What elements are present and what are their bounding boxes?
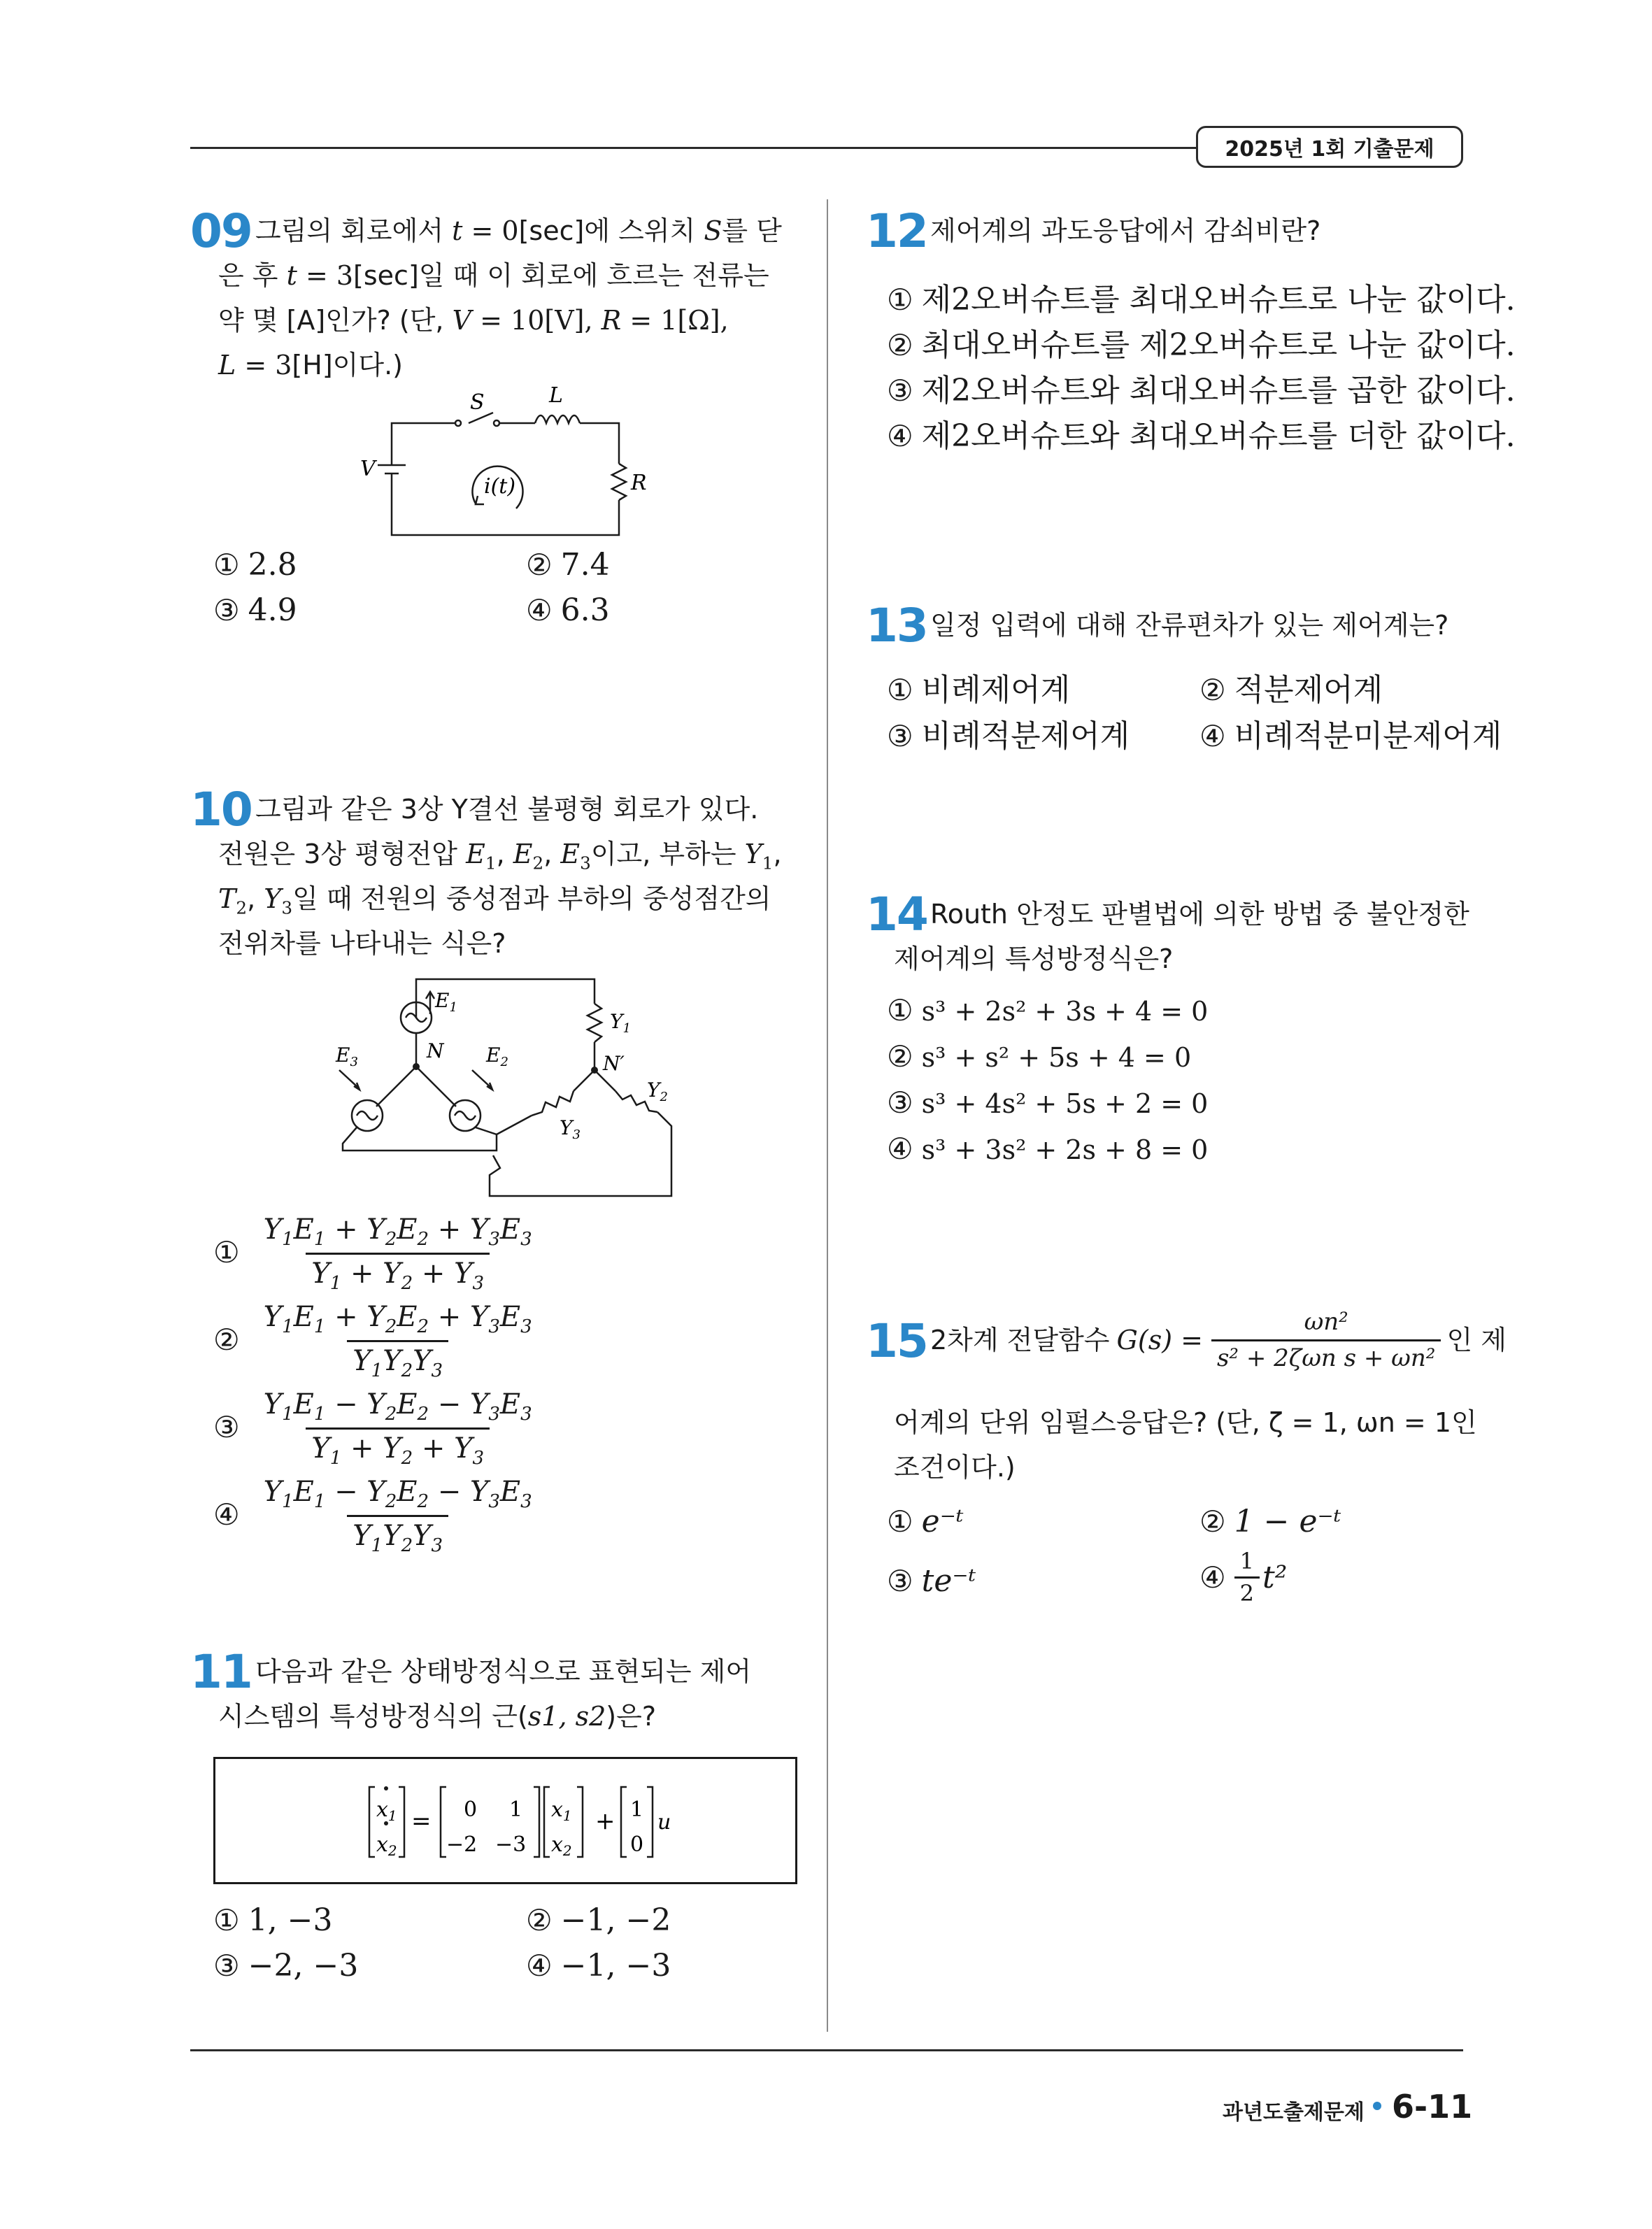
state-equation	[215, 1759, 799, 1886]
q10-option-2[interactable]: ② $\frac{Y_1E_1 + Y_2E_2 + Y_3E_3}{Y_1Y_2Y_3}$	[213, 1301, 532, 1381]
footer-section-label: 과년도출제문제	[1223, 2100, 1365, 2125]
svg-text:=: =	[411, 1807, 432, 1835]
svg-text:+: +	[595, 1807, 615, 1835]
svg-text:1: 1	[509, 1797, 523, 1822]
q14-option-2[interactable]: ② s³ + s² + 5s + 4 = 0	[887, 1039, 1192, 1074]
question-number-15: 15	[866, 1314, 927, 1368]
svg-text:0: 0	[630, 1832, 644, 1857]
rl-circuit-diagram	[357, 381, 650, 542]
question-10-text-4: 전위차를 나타내는 식은?	[218, 928, 506, 959]
q12-option-2[interactable]: ② 최대오버슈트를 제2오버슈트로 나눈 값이다.	[887, 327, 1516, 363]
q09-option-3[interactable]: ③ 4.9	[213, 592, 297, 628]
state-equation-box	[213, 1757, 797, 1884]
q15-option-4[interactable]: ④ $\frac{1}{2}$ t²	[1199, 1548, 1288, 1607]
question-number-11: 11	[190, 1645, 252, 1699]
e3-label: $E_3$	[336, 1044, 358, 1069]
question-number-14: 14	[866, 888, 927, 941]
resistor-zigzag	[612, 464, 626, 500]
transfer-function-fraction: $\frac{\text{ωn²}}{\text{s² + 2ζωn s + ωn²}}$	[1211, 1308, 1441, 1373]
svg-text:−3: −3	[495, 1832, 527, 1857]
node-nprime-label: N′	[603, 1052, 625, 1075]
question-number-09: 09	[190, 204, 252, 258]
three-phase-y-circuit	[329, 972, 692, 1213]
load-y1	[588, 1004, 601, 1042]
q09-option-2[interactable]: ② 7.4	[526, 547, 610, 583]
page-number: 6-11	[1392, 2088, 1473, 2125]
voltage-label: V	[360, 457, 376, 481]
q13-option-4[interactable]: ④ 비례적분미분제어계	[1199, 718, 1502, 754]
q12-option-1[interactable]: ① 제2오버슈트를 최대오버슈트로 나눈 값이다.	[887, 282, 1516, 318]
question-12-text: 제어계의 과도응답에서 감쇠비란?	[930, 215, 1321, 246]
q14-option-3[interactable]: ③ s³ + 4s² + 5s + 2 = 0	[887, 1085, 1209, 1120]
question-10-text-1: 그림과 같은 3상 Y결선 불평형 회로가 있다.	[255, 794, 759, 825]
q13-option-1[interactable]: ① 비례제어계	[887, 672, 1071, 708]
question-number-10: 10	[190, 783, 252, 836]
y2-label: $Y_2$	[647, 1078, 668, 1104]
question-number-12: 12	[866, 204, 927, 258]
column-divider	[827, 199, 828, 2032]
resistor-label: R	[631, 471, 647, 495]
q11-option-1[interactable]: ① 1, −3	[213, 1902, 333, 1938]
svg-text:x2: $x_2$	[376, 1832, 397, 1859]
q09-option-4[interactable]: ④ 6.3	[526, 592, 610, 628]
question-09-text: 그림의 회로에서 t = 0[sec]에 스위치 S를 닫	[255, 215, 782, 246]
question-09-text-4: L = 3[H]이다.)	[218, 350, 403, 380]
svg-text:−2: −2	[446, 1832, 478, 1857]
svg-text:1: 1	[630, 1797, 644, 1822]
question-number-13: 13	[866, 599, 927, 653]
current-label: i(t)	[484, 474, 516, 499]
y1-label: $Y_1$	[610, 1010, 631, 1036]
question-11-text-2: 시스템의 특성방정식의 근(s1, s2)은?	[218, 1701, 656, 1732]
question-14-text-1: Routh 안정도 판별법에 의한 방법 중 불안정한	[930, 899, 1469, 930]
svg-text:0: 0	[464, 1797, 478, 1822]
question-10-text-2: 전원은 3상 평형전압 $E_1$, $E_2$, $E_3$이고, 부하는 $Y_1$,	[218, 839, 782, 874]
question-15-text-3: 조건이다.)	[894, 1452, 1016, 1483]
q10-option-1[interactable]: ① $\frac{Y_1E_1 + Y_2E_2 + Y_3E_3}{Y_1 + Y_2 + Y_3}$	[213, 1213, 532, 1294]
q15-option-2[interactable]: ② 1 − e⁻ᵗ	[1199, 1504, 1341, 1539]
q10-option-3[interactable]: ③ $\frac{Y_1E_1 - Y_2E_2 - Y_3E_3}{Y_1 + Y_2 + Y_3}$	[213, 1388, 532, 1469]
q11-option-2[interactable]: ② −1, −2	[526, 1902, 671, 1938]
q13-option-2[interactable]: ② 적분제어계	[1199, 672, 1383, 708]
inductor-label: L	[549, 383, 563, 408]
switch-label: S	[470, 390, 485, 415]
q11-option-3[interactable]: ③ −2, −3	[213, 1948, 359, 1984]
q14-option-1[interactable]: ① s³ + 2s² + 3s + 4 = 0	[887, 993, 1209, 1027]
q12-option-4[interactable]: ④ 제2오버슈트와 최대오버슈트를 더한 값이다.	[887, 418, 1516, 454]
svg-text:u: u	[657, 1810, 671, 1835]
question-14-text-2: 제어계의 특성방정식은?	[894, 943, 1174, 974]
exam-badge: 2025년 1회 기출문제	[1196, 126, 1463, 168]
q11-option-4[interactable]: ④ −1, −3	[526, 1948, 671, 1984]
e1-label: $E_1$	[435, 989, 457, 1015]
question-09-text-2: 은 후 t = 3[sec]일 때 이 회로에 흐르는 전류는	[218, 260, 769, 291]
q09-option-1[interactable]: ① 2.8	[213, 547, 297, 583]
svg-text:x1: $x_1$	[376, 1797, 397, 1824]
svg-text:x2: $x_2$	[551, 1832, 572, 1859]
inductor-coil	[535, 415, 580, 423]
footer-rule	[190, 2049, 1463, 2051]
q10-option-4[interactable]: ④ $\frac{Y_1E_1 - Y_2E_2 - Y_3E_3}{Y_1Y_2Y_3}$	[213, 1476, 532, 1556]
q15-option-1[interactable]: ① e⁻ᵗ	[887, 1504, 964, 1539]
question-15-text-1: 2차계 전달함수 G(s) = $\frac{\text{ωn²}}{\text{s² + 2ζωn s + ωn²}}$ 인 제	[930, 1308, 1507, 1372]
e2-label: $E_2$	[486, 1044, 508, 1069]
q15-option-3[interactable]: ③ te⁻ᵗ	[887, 1563, 976, 1599]
question-11-text-1: 다음과 같은 상태방정식으로 표현되는 제어	[255, 1656, 752, 1687]
q12-option-3[interactable]: ③ 제2오버슈트와 최대오버슈트를 곱한 값이다.	[887, 373, 1516, 408]
question-15-text-2: 어계의 단위 임펄스응답은? (단, ζ = 1, ωn = 1인	[894, 1407, 1477, 1438]
svg-text:x1: $x_1$	[551, 1797, 572, 1824]
header-rule	[190, 147, 1197, 149]
q14-option-4[interactable]: ④ s³ + 3s² + 2s + 8 = 0	[887, 1132, 1209, 1166]
y3-label: $Y_3$	[560, 1116, 581, 1142]
load-y3	[532, 1091, 574, 1116]
footer-bullet	[1373, 2102, 1381, 2110]
question-10-text-3: $T_2$, $Y_3$일 때 전원의 중성점과 부하의 중성점간의	[218, 883, 771, 918]
q13-option-3[interactable]: ③ 비례적분제어계	[887, 718, 1130, 754]
question-13-text: 일정 입력에 대해 잔류편차가 있는 제어계는?	[930, 610, 1449, 641]
question-09-text-3: 약 몇 [A]인가? (단, V = 10[V], R = 1[Ω],	[218, 305, 729, 336]
node-n-label: N	[427, 1039, 444, 1062]
